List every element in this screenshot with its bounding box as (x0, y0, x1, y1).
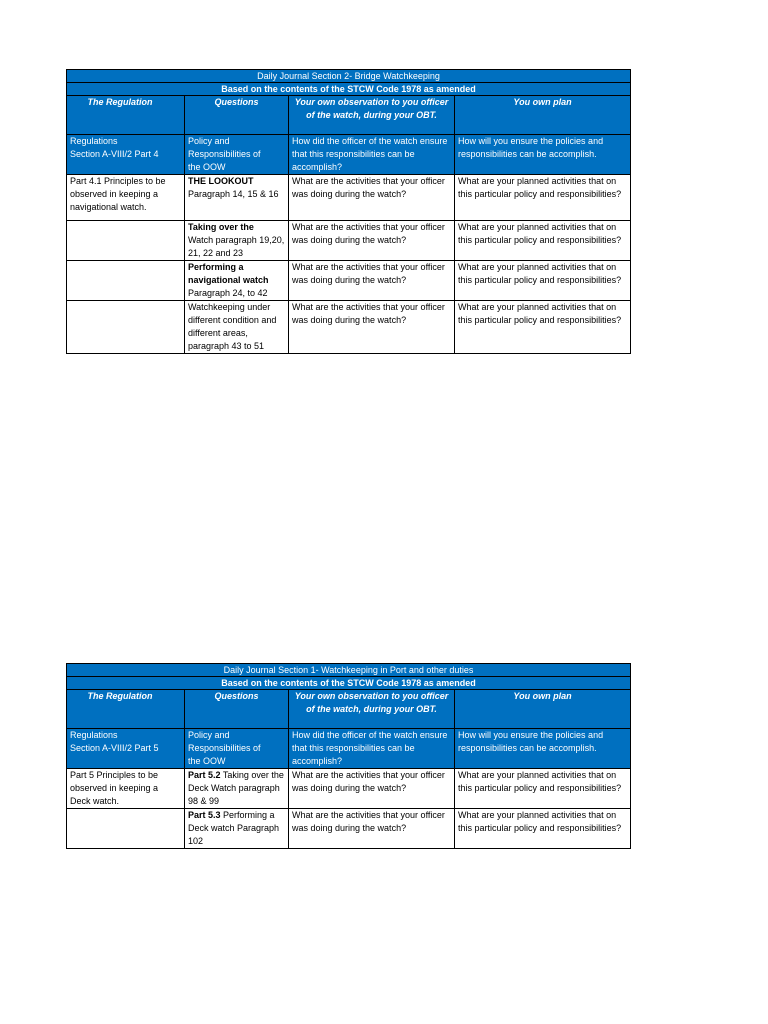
observation-prompt: How did the officer of the watch ensure that this responsibilities can be accomplish? (289, 729, 455, 769)
plan-cell: What are your planned activities that on this particular policy and responsibilities? (455, 301, 631, 354)
bridge-watchkeeping-table (66, 69, 631, 354)
header-regulation: The Regulation (67, 690, 185, 729)
observation-prompt: How did the officer of the watch ensure that this responsibilities can be accomplish? (289, 135, 455, 175)
header-observation: Your own observation to you officer of the watch, during your OBT. (289, 690, 455, 729)
table-subtitle: Based on the contents of the STCW Code 1978 as amended (67, 677, 631, 690)
part-label: Part 4.1 Principles to be observed in keeping a navigational watch. (67, 175, 185, 221)
plan-prompt: How will you ensure the policies and responsibilities can be accomplish. (455, 135, 631, 175)
empty-cell (67, 221, 185, 261)
plan-cell: What are your planned activities that on this particular policy and responsibilities? (455, 221, 631, 261)
observation-cell: What are the activities that your officer was doing during the watch? (289, 261, 455, 301)
regulation-cell: Regulations Section A-VIII/2 Part 4 (67, 135, 185, 175)
policy-cell: Policy and Responsibilities of the OOW (185, 729, 289, 769)
observation-cell: What are the activities that your officer was doing during the watch? (289, 301, 455, 354)
table-row (67, 301, 631, 354)
observation-cell: What are the activities that your officer was doing during the watch? (289, 221, 455, 261)
plan-cell: What are your planned activities that on this particular policy and responsibilities? (455, 769, 631, 809)
question-cell: THE LOOKOUT Paragraph 14, 15 & 16 (185, 175, 289, 221)
table-title: Daily Journal Section 1- Watchkeeping in Port and other duties (67, 664, 631, 677)
observation-cell: What are the activities that your officer was doing during the watch? (289, 175, 455, 221)
header-plan: You own plan (455, 690, 631, 729)
table-row (67, 809, 631, 849)
question-cell: Part 5.3 Performing a Deck watch Paragraph 102 (185, 809, 289, 849)
header-questions: Questions (185, 96, 289, 135)
table-subtitle: Based on the contents of the STCW Code 1978 as amended (67, 83, 631, 96)
part-label: Part 5 Principles to be observed in keeping a Deck watch. (67, 769, 185, 809)
question-cell: Watchkeeping under different condition and different areas, paragraph 43 to 51 (185, 301, 289, 354)
observation-cell: What are the activities that your officer was doing during the watch? (289, 769, 455, 809)
plan-cell: What are your planned activities that on this particular policy and responsibilities? (455, 175, 631, 221)
header-observation: Your own observation to you officer of the watch, during your OBT. (289, 96, 455, 135)
table-row (67, 221, 631, 261)
regulation-cell: Regulations Section A-VIII/2 Part 5 (67, 729, 185, 769)
plan-cell: What are your planned activities that on this particular policy and responsibilities? (455, 261, 631, 301)
table-title: Daily Journal Section 2- Bridge Watchkeeping (67, 70, 631, 83)
question-cell: Part 5.2 Taking over the Deck Watch paragraph 98 & 99 (185, 769, 289, 809)
question-cell: Taking over the Watch paragraph 19,20, 21, 22 and 23 (185, 221, 289, 261)
table-row (67, 261, 631, 301)
header-plan: You own plan (455, 96, 631, 135)
header-regulation: The Regulation (67, 96, 185, 135)
plan-cell: What are your planned activities that on this particular policy and responsibilities? (455, 809, 631, 849)
question-cell: Performing a navigational watch Paragraph 24, to 42 (185, 261, 289, 301)
policy-cell: Policy and Responsibilities of the OOW (185, 135, 289, 175)
empty-cell (67, 809, 185, 849)
table-row (67, 175, 631, 221)
header-questions: Questions (185, 690, 289, 729)
plan-prompt: How will you ensure the policies and responsibilities can be accomplish. (455, 729, 631, 769)
empty-cell (67, 301, 185, 354)
table-row (67, 769, 631, 809)
port-watchkeeping-table (66, 663, 631, 849)
observation-cell: What are the activities that your officer was doing during the watch? (289, 809, 455, 849)
empty-cell (67, 261, 185, 301)
